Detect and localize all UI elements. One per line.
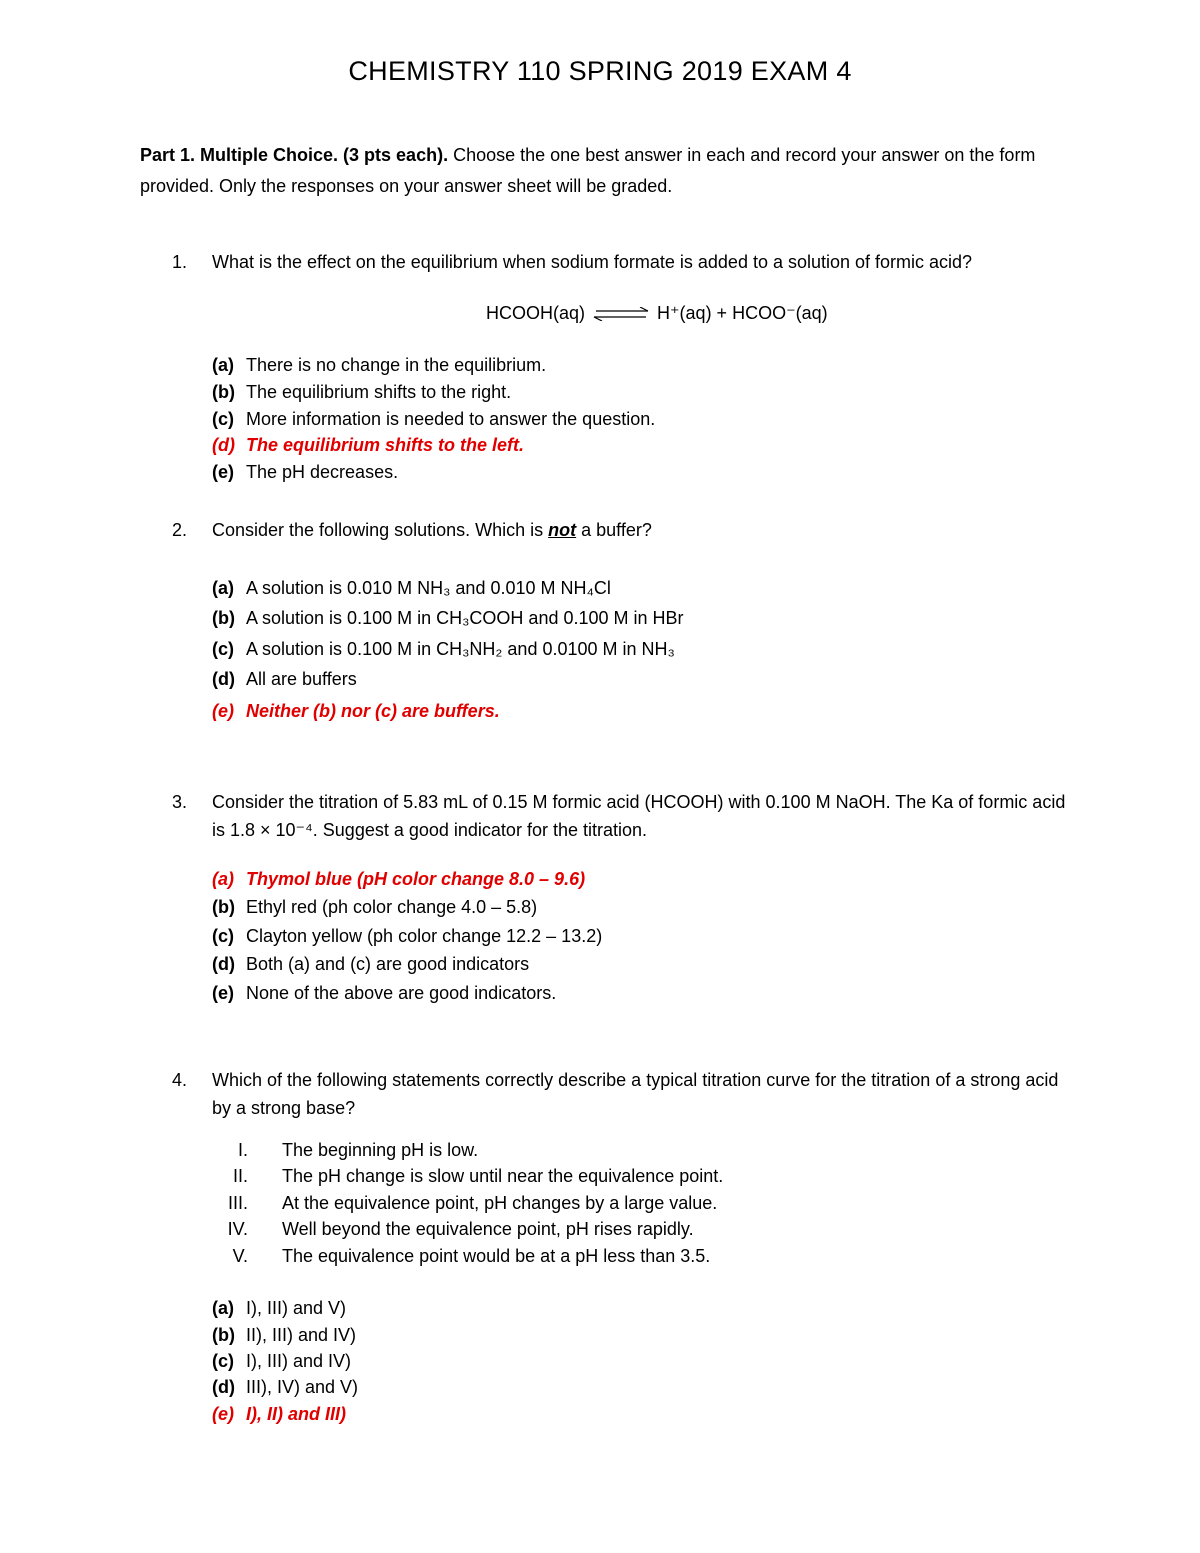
option-label: (e) bbox=[212, 701, 234, 721]
page-title: CHEMISTRY 110 SPRING 2019 EXAM 4 bbox=[348, 56, 852, 86]
question-text-start: Consider the following solutions. Which is bbox=[212, 520, 549, 540]
q2-option-b bbox=[212, 608, 684, 629]
q3-option-e bbox=[212, 983, 556, 1004]
q3-option-b bbox=[212, 897, 537, 918]
q4-option-c bbox=[212, 1351, 351, 1372]
question-number: 3. bbox=[172, 792, 188, 812]
option-text: More information is needed to answer the question. bbox=[246, 409, 656, 429]
option-label: (d) bbox=[212, 669, 235, 689]
option-label: (a) bbox=[212, 578, 234, 598]
equation-right: H⁺(aq) + HCOO⁻(aq) bbox=[657, 303, 828, 323]
statement-text: Well beyond the equivalence point, pH rises rapidly. bbox=[282, 1219, 694, 1239]
statement-number: III. bbox=[227, 1193, 248, 1213]
instructions bbox=[140, 140, 1070, 202]
option-label: (b) bbox=[212, 1325, 235, 1345]
emphasis-not: not bbox=[548, 520, 577, 540]
option-label: (c) bbox=[212, 926, 234, 946]
question-number: 4. bbox=[172, 1070, 188, 1090]
option-label: (d) bbox=[212, 954, 235, 974]
q1-option-c bbox=[212, 409, 655, 430]
option-text: I), II) and III) bbox=[246, 1404, 346, 1424]
option-text: Clayton yellow (ph color change 12.2 – 13.2) bbox=[246, 926, 603, 946]
option-label: (b) bbox=[212, 608, 235, 628]
statement-text: At the equivalence point, pH changes by a large value. bbox=[282, 1193, 718, 1213]
q1-option-b bbox=[212, 382, 511, 403]
statement-number: IV. bbox=[227, 1219, 248, 1239]
option-label: (b) bbox=[212, 382, 235, 402]
equilibrium-arrow-icon bbox=[592, 307, 650, 321]
option-text: None of the above are good indicators. bbox=[246, 983, 557, 1003]
q1-option-a bbox=[212, 355, 546, 376]
option-label: (e) bbox=[212, 462, 234, 482]
question-4 bbox=[172, 1066, 1072, 1122]
question-text: Consider the titration of 5.83 mL of 0.15 M formic acid (HCOOH) with 0.100 M NaOH. The Ka of formic acid is 1.8 × 10⁻⁴. Suggest a good indicator for the titration. bbox=[212, 792, 1066, 840]
question-number: 2. bbox=[172, 520, 188, 540]
question-text: What is the effect on the equilibrium when sodium formate is added to a solution of formic acid? bbox=[212, 252, 973, 272]
equilibrium-equation bbox=[486, 303, 828, 324]
option-label: (e) bbox=[212, 983, 234, 1003]
statement-text: The pH change is slow until near the equivalence point. bbox=[282, 1166, 724, 1186]
q2-option-c bbox=[212, 639, 675, 660]
option-text: The pH decreases. bbox=[246, 462, 399, 482]
q3-option-c bbox=[212, 926, 602, 947]
option-text: I), III) and V) bbox=[246, 1298, 347, 1318]
q4-option-d bbox=[212, 1377, 358, 1398]
option-text: The equilibrium shifts to the right. bbox=[246, 382, 512, 402]
q1-option-d-correct bbox=[212, 435, 524, 456]
option-label: (d) bbox=[212, 1377, 235, 1397]
option-label: (a) bbox=[212, 1298, 234, 1318]
option-text: A solution is 0.100 M in CH₃NH₂ and 0.0100 M in NH₃ bbox=[246, 639, 675, 659]
option-label: (a) bbox=[212, 355, 234, 375]
instructions-text: Choose the one best answer in each and record your answer on the form provided. Only the responses on your answer sheet will be graded. bbox=[140, 145, 1036, 196]
q2-option-a bbox=[212, 578, 611, 599]
option-text: Neither (b) nor (c) are buffers. bbox=[246, 701, 500, 721]
q4-option-b bbox=[212, 1325, 356, 1346]
statement-text: The equivalence point would be at a pH less than 3.5. bbox=[282, 1246, 711, 1266]
q2-option-d bbox=[212, 669, 357, 690]
option-text: III), IV) and V) bbox=[246, 1377, 359, 1397]
q2-option-e-correct bbox=[212, 701, 500, 722]
option-text: Both (a) and (c) are good indicators bbox=[246, 954, 530, 974]
q3-option-d bbox=[212, 954, 529, 975]
q3-option-a-correct bbox=[212, 869, 585, 890]
option-text: A solution is 0.010 M NH₃ and 0.010 M NH₄Cl bbox=[246, 578, 611, 598]
q4-option-e-correct bbox=[212, 1404, 346, 1425]
option-label: (c) bbox=[212, 409, 234, 429]
question-1 bbox=[172, 248, 1072, 276]
option-text: II), III) and IV) bbox=[246, 1325, 357, 1345]
q4-option-a bbox=[212, 1298, 346, 1319]
option-label: (c) bbox=[212, 639, 234, 659]
option-text: I), III) and IV) bbox=[246, 1351, 352, 1371]
q1-option-e bbox=[212, 462, 398, 483]
option-label: (c) bbox=[212, 1351, 234, 1371]
statement-number: II. bbox=[232, 1166, 248, 1186]
statement-text: The beginning pH is low. bbox=[282, 1140, 479, 1160]
option-text: Ethyl red (ph color change 4.0 – 5.8) bbox=[246, 897, 538, 917]
option-label: (b) bbox=[212, 897, 235, 917]
question-text bbox=[212, 516, 1072, 544]
option-text: There is no change in the equilibrium. bbox=[246, 355, 547, 375]
option-text: Thymol blue (pH color change 8.0 – 9.6) bbox=[246, 869, 586, 889]
statement-number: V. bbox=[232, 1246, 248, 1266]
question-text: Which of the following statements correctly describe a typical titration curve for the titration of a strong acid by a strong base? bbox=[212, 1070, 1059, 1118]
option-label: (a) bbox=[212, 869, 234, 889]
question-text-end: a buffer? bbox=[576, 520, 652, 540]
statement-number: I. bbox=[237, 1140, 248, 1160]
option-label: (e) bbox=[212, 1404, 234, 1424]
question-2 bbox=[172, 516, 1072, 544]
option-text: All are buffers bbox=[246, 669, 357, 689]
option-text: The equilibrium shifts to the left. bbox=[246, 435, 525, 455]
question-number: 1. bbox=[172, 252, 188, 272]
question-3 bbox=[172, 788, 1072, 844]
equation-left: HCOOH(aq) bbox=[486, 303, 586, 323]
option-text: A solution is 0.100 M in CH₃COOH and 0.100 M in HBr bbox=[246, 608, 684, 628]
option-label: (d) bbox=[212, 435, 235, 455]
part-label: Part 1. Multiple Choice. (3 pts each). bbox=[140, 145, 449, 165]
